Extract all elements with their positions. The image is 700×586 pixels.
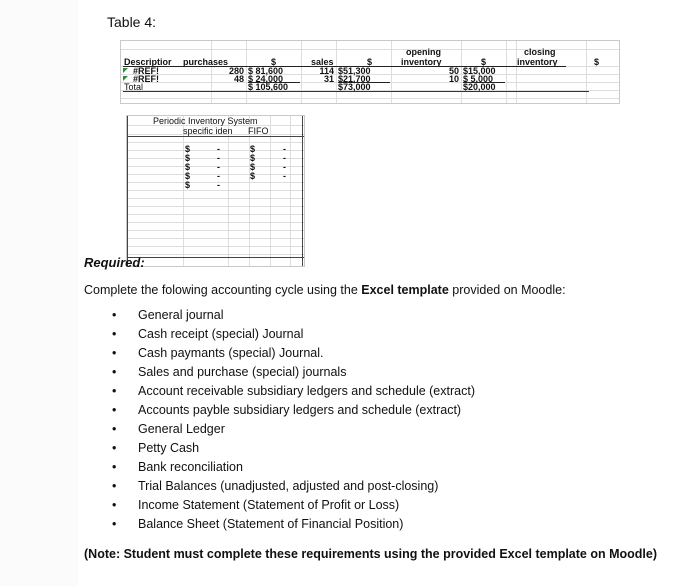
list-item-text: Cash receipt (special) Journal	[138, 327, 304, 341]
inventory-col-specific: specific iden	[183, 126, 233, 136]
header-closing-1: closing	[524, 47, 556, 57]
header-closing-2: inventory	[517, 57, 558, 67]
total-purchases-amount: $ 105,600	[248, 82, 289, 92]
error-marker-icon	[123, 76, 128, 81]
header-dollar-closing: $	[594, 57, 600, 67]
header-opening-1: opening	[406, 47, 441, 57]
list-item-text: Petty Cash	[138, 441, 200, 455]
total-sales-amount: $73,000	[338, 82, 371, 92]
bullet-icon: •	[112, 422, 117, 436]
total-label: Total	[124, 82, 144, 92]
row2-purchases-amount: $ 24,000	[248, 74, 284, 84]
list-item	[112, 306, 475, 325]
instruction-after: provided on Moodle:	[448, 283, 566, 297]
periodic-inventory-table	[126, 115, 305, 267]
header-purchases: purchases	[183, 57, 229, 67]
list-item	[112, 325, 475, 344]
row1-purchases-qty: 280	[228, 66, 244, 76]
list-item-text: Sales and purchase (special) journals	[138, 365, 347, 379]
dash: -	[283, 171, 286, 181]
bullet-icon: •	[112, 517, 117, 531]
dash: -	[217, 171, 220, 181]
bullet-icon: •	[112, 498, 117, 512]
dash: -	[217, 153, 220, 163]
row1-purchases-amount: $ 81,600	[248, 66, 284, 76]
note-text: (Note: Student must complete these requirements using the provided Excel template on Moodle)	[84, 547, 657, 561]
header-description: Descriptior	[124, 57, 172, 67]
instruction-bold: Excel template	[361, 283, 449, 297]
list-item	[112, 515, 475, 534]
row2-opening-amount: $ 5,000	[463, 74, 494, 84]
bullet-icon: •	[112, 308, 117, 322]
bullet-icon: •	[112, 327, 117, 341]
list-item-text: Balance Sheet (Statement of Financial Position)	[138, 517, 404, 531]
inventory-title: Periodic Inventory System	[153, 116, 258, 126]
row1-opening-qty: 50	[448, 66, 459, 76]
row2-opening-qty: 10	[448, 74, 459, 84]
required-heading: Required:	[84, 255, 145, 270]
dash: -	[217, 144, 220, 154]
list-item	[112, 420, 475, 439]
list-item-text: Trial Balances (unadjusted, adjusted and post-closing)	[138, 479, 439, 493]
dash: -	[283, 153, 286, 163]
bullet-icon: •	[112, 479, 117, 493]
dash: -	[283, 162, 286, 172]
row1-sales-qty: 114	[319, 66, 334, 76]
list-item-text: Income Statement (Statement of Profit or Loss)	[138, 498, 400, 512]
list-item-text: Accounts payble subsidiary ledgers and schedule (extract)	[138, 403, 462, 417]
header-sales: sales	[311, 57, 334, 67]
row2-purchases-qty: 48	[233, 74, 244, 84]
list-item	[112, 363, 475, 382]
dollar-sign: $	[185, 171, 191, 181]
instruction-before: Complete the folowing accounting cycle using the	[84, 283, 362, 297]
dollar-sign: $	[185, 144, 191, 154]
list-item	[112, 439, 475, 458]
list-item-text: Cash paymants (special) Journal.	[138, 346, 324, 360]
error-marker-icon	[123, 68, 128, 73]
list-item-text: General Ledger	[138, 422, 225, 436]
list-item	[112, 382, 475, 401]
row2-sales-qty: 31	[323, 74, 334, 84]
header-dollar-sales: $	[367, 57, 373, 67]
header-dollar-purchases: $	[271, 57, 277, 67]
list-item-text: Bank reconciliation	[138, 460, 243, 474]
dollar-sign: $	[250, 153, 256, 163]
list-item	[112, 344, 475, 363]
row1-sales-amount: $51,300	[338, 66, 371, 76]
row2-sales-amount: $21,700	[338, 74, 371, 84]
bullet-icon: •	[112, 365, 117, 379]
header-dollar-opening: $	[481, 57, 487, 67]
list-item	[112, 496, 475, 515]
list-item-text: General journal	[138, 308, 224, 322]
list-item	[112, 477, 475, 496]
dollar-sign: $	[250, 171, 256, 181]
list-item	[112, 401, 475, 420]
row1-description: #REF!	[133, 66, 160, 76]
header-opening-2: inventory	[401, 57, 442, 67]
dollar-sign: $	[250, 162, 256, 172]
inventory-col-fifo: FIFO	[248, 126, 269, 136]
bullet-icon: •	[112, 403, 117, 417]
list-item-text: Account receivable subsidiary ledgers and schedule (extract)	[138, 384, 475, 398]
dash: -	[283, 144, 286, 154]
bullet-icon: •	[112, 384, 117, 398]
row1-opening-amount: $15,000	[463, 66, 496, 76]
bullet-icon: •	[112, 441, 117, 455]
dollar-sign: $	[185, 153, 191, 163]
table-title: Table 4:	[107, 14, 157, 30]
list-item	[112, 458, 475, 477]
total-opening-amount: $20,000	[463, 82, 496, 92]
bullet-icon: •	[112, 460, 117, 474]
instruction-text	[84, 283, 566, 297]
dollar-sign: $	[185, 180, 191, 190]
dash: -	[217, 162, 220, 172]
page-margin	[0, 0, 78, 586]
dollar-sign: $	[250, 144, 256, 154]
dollar-sign: $	[185, 162, 191, 172]
row2-description: #REF!	[133, 74, 160, 84]
bullet-icon: •	[112, 346, 117, 360]
spreadsheet-table	[120, 40, 620, 104]
requirements-list	[112, 306, 475, 534]
dash: -	[217, 180, 220, 190]
